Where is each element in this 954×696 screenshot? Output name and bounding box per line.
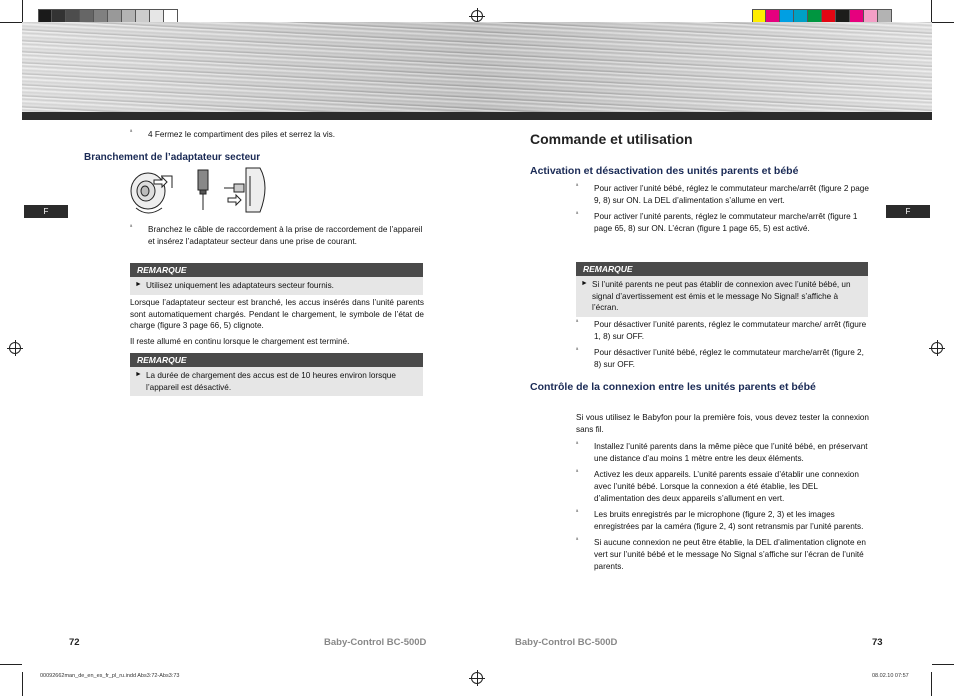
color-swatch xyxy=(864,9,878,23)
triangle-icon: ► xyxy=(135,281,142,288)
adapter-illustration xyxy=(128,166,273,218)
note-box xyxy=(130,263,423,295)
color-swatch xyxy=(878,9,892,23)
page-title: Commande et utilisation xyxy=(530,131,693,147)
color-swatch xyxy=(38,9,52,23)
crop-mark xyxy=(932,22,954,23)
section1-bullets xyxy=(576,183,869,240)
list-item xyxy=(576,347,869,370)
color-swatch xyxy=(108,9,122,23)
left-page xyxy=(130,129,424,146)
paragraph: Si vous utilisez le Babyfon pour la première fois, vous devez tester la connexion sans fil. xyxy=(576,413,869,434)
slug-file: 00092662man_de_en_es_fr_pl_ru.indd Abs3:72-Abs3:73 xyxy=(40,673,180,679)
section1-bullets-after xyxy=(576,319,869,376)
color-swatch xyxy=(752,9,766,23)
note-title: REMARQUE xyxy=(130,353,423,367)
list-item xyxy=(576,319,869,342)
list-item xyxy=(130,224,424,247)
bullet-marker: ª xyxy=(576,538,579,545)
registration-mark-icon xyxy=(471,672,483,684)
bullet-text: Branchez le câble de raccordement à la prise de raccordement de l’appareil et insérez l’adaptateur secteur dans une prise de courant. xyxy=(148,225,423,246)
footer-product-left: Baby-Control BC-500D xyxy=(324,637,427,648)
bullet-marker: ª xyxy=(576,212,579,219)
list-item xyxy=(576,469,869,504)
note-text: Si l’unité parents ne peut pas établir de connexion avec l’unité bébé, un signal d’avertissement est émis et le message No Signal! s’affiche à l’écran. xyxy=(592,280,851,313)
note-title: REMARQUE xyxy=(576,262,868,276)
list-item xyxy=(130,129,424,141)
header-band xyxy=(22,22,932,112)
note-box xyxy=(576,262,868,317)
list-item xyxy=(576,211,869,234)
left-bullets xyxy=(130,224,424,252)
slug-date: 08.02.10 07:57 xyxy=(872,673,909,679)
color-swatch xyxy=(52,9,66,23)
crop-mark xyxy=(932,664,954,665)
list-item xyxy=(576,441,869,464)
color-swatch xyxy=(822,9,836,23)
registration-mark-icon xyxy=(931,342,943,354)
header-bar xyxy=(22,112,932,120)
bullet-text: Si aucune connexion ne peut être établie, la DEL d’alimentation clignote en vert sur l’unité bébé et le message No Signal s’affiche sur l’écran de l’unité parents. xyxy=(594,538,866,571)
section-title: Branchement de l’adaptateur secteur xyxy=(84,152,261,163)
color-swatch xyxy=(164,9,178,23)
bullet-marker: ª xyxy=(130,130,133,136)
bullet-text: Activez les deux appareils. L’unité parents essaie d’établir une connexion avec l’unité bébé. Lorsque la connexion a été établie, les DEL d’alimentation des deux appareils s’allument en vert. xyxy=(594,470,859,503)
list-item xyxy=(576,183,869,206)
crop-mark xyxy=(931,672,932,696)
color-swatch xyxy=(136,9,150,23)
page-number-right: 73 xyxy=(872,637,883,648)
color-swatches xyxy=(752,9,892,23)
crop-mark xyxy=(0,664,22,665)
bullet-text: Les bruits enregistrés par le microphone (figure 2, 3) et les images enregistrées par la caméra (figure 2, 4) sont retransmis par l’unité parents. xyxy=(594,510,864,531)
color-swatch xyxy=(836,9,850,23)
crop-mark xyxy=(22,672,23,696)
language-tab-right: F xyxy=(886,205,930,218)
color-swatch xyxy=(122,9,136,23)
color-swatch xyxy=(150,9,164,23)
note-box xyxy=(130,353,423,396)
color-swatch xyxy=(94,9,108,23)
bullet-marker: ª xyxy=(576,470,579,477)
crop-mark xyxy=(22,0,23,22)
color-swatch xyxy=(808,9,822,23)
crop-mark xyxy=(931,0,932,22)
bullet-marker: ª xyxy=(576,184,579,190)
page-number-left: 72 xyxy=(69,637,80,648)
color-swatch xyxy=(766,9,780,23)
list-item xyxy=(576,509,869,532)
bullet-marker: ª xyxy=(576,348,579,355)
note-text: Utilisez uniquement les adaptateurs secteur fournis. xyxy=(146,281,334,290)
paragraph: Il reste allumé en continu lorsque le chargement est terminé. xyxy=(130,337,350,346)
crop-mark xyxy=(0,22,22,23)
step-text: 4 Fermez le compartiment des piles et serrez la vis. xyxy=(148,130,336,139)
triangle-icon: ► xyxy=(135,371,142,378)
grey-swatches xyxy=(38,9,178,23)
registration-mark-icon xyxy=(9,342,21,354)
section2-bullets xyxy=(576,441,869,577)
paragraph: Lorsque l’adaptateur secteur est branché, les accus insérés dans l’unité parents sont automatiquement chargés. Pendant le chargement, le symbole de l’état de charge (figure 3 page 66, 5) clignote. xyxy=(130,298,424,331)
footer-product-right: Baby-Control BC-500D xyxy=(515,637,618,648)
language-tab-left: F xyxy=(24,205,68,218)
bullet-text: Pour désactiver l’unité bébé, réglez le commutateur marche/arrêt (figure 2, 8) sur OFF. xyxy=(594,348,864,369)
section-title: Activation et désactivation des unités parents et bébé xyxy=(530,165,799,177)
color-swatch xyxy=(780,9,794,23)
color-swatch xyxy=(66,9,80,23)
color-swatch xyxy=(80,9,94,23)
bullet-marker: ª xyxy=(130,225,133,231)
note-title: REMARQUE xyxy=(130,263,423,277)
bullet-marker: ª xyxy=(576,510,579,517)
bullet-text: Pour activer l’unité parents, réglez le commutateur marche/arrêt (figure 1 page 65, 8) sur ON. L’écran (figure 1 page 65, 5) est activé. xyxy=(594,212,858,233)
bullet-text: Installez l’unité parents dans la même pièce que l’unité bébé, en préservant une distance d’au moins 1 mètre entre les deux éléments. xyxy=(594,442,868,463)
bullet-text: Pour désactiver l’unité parents, réglez le commutateur marche/ arrêt (figure 1, 8) sur OFF. xyxy=(594,320,867,341)
registration-mark-icon xyxy=(471,10,483,22)
note-text: La durée de chargement des accus est de 10 heures environ lorsque l’appareil est désactivé. xyxy=(146,371,396,392)
color-swatch xyxy=(850,9,864,23)
color-swatch xyxy=(794,9,808,23)
section-title: Contrôle de la connexion entre les unités parents et bébé xyxy=(530,381,816,393)
bullet-marker: ª xyxy=(576,442,579,448)
bullet-text: Pour activer l’unité bébé, réglez le commutateur marche/arrêt (figure 2 page 9, 8) sur ON. La DEL d’alimentation s’allume en vert. xyxy=(594,184,869,205)
bullet-marker: ª xyxy=(576,320,579,326)
triangle-icon: ► xyxy=(581,280,588,287)
list-item xyxy=(576,537,869,572)
